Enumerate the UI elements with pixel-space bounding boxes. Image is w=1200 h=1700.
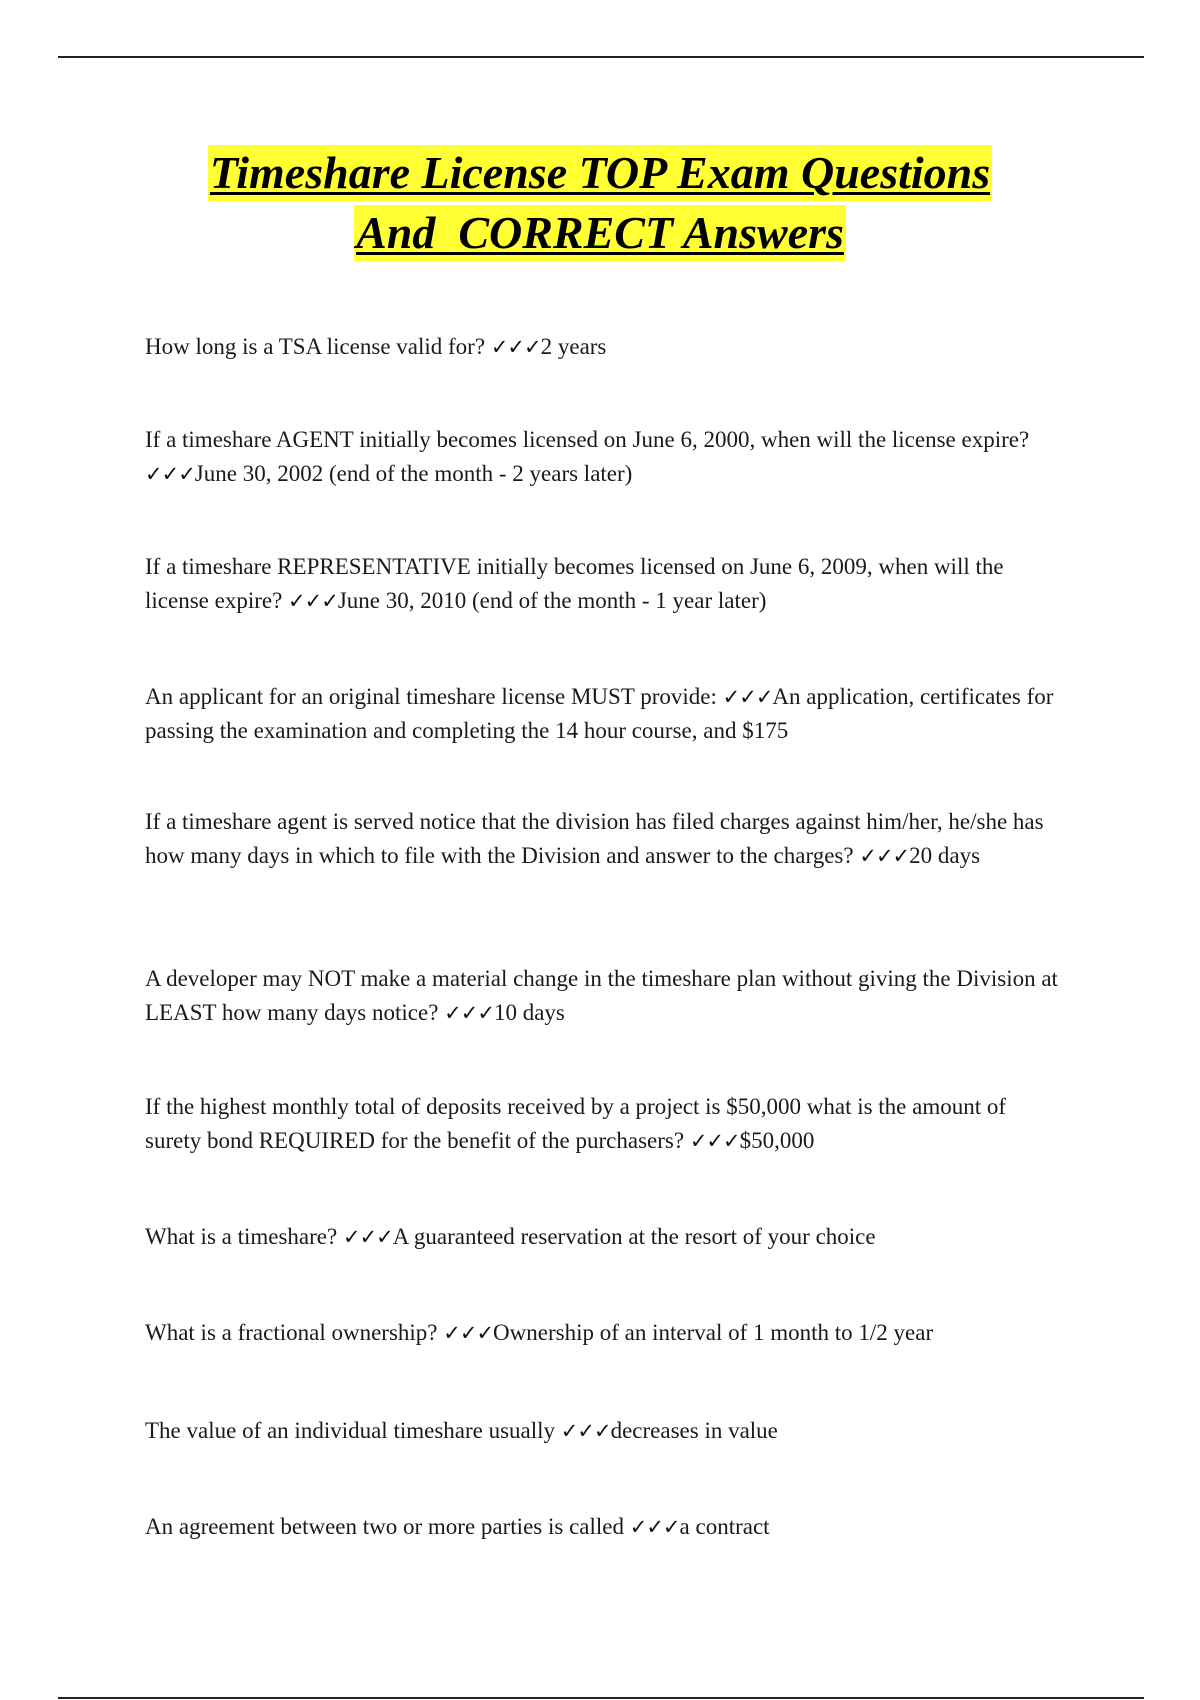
checkmark-icon: ✓✓✓ [722, 685, 773, 709]
qa-item [145, 1090, 1065, 1158]
question-text: What is a timeshare? [145, 1224, 338, 1249]
bottom-rule [58, 1697, 1144, 1699]
qa-item [145, 1510, 1065, 1544]
question-text: An agreement between two or more parties is called [145, 1514, 624, 1539]
question-text: An applicant for an original timeshare license MUST provide: [145, 684, 717, 709]
answer-text: 2 years [540, 334, 607, 359]
qa-item [145, 330, 1065, 364]
checkmark-icon: ✓✓✓ [444, 1001, 494, 1025]
question-text: If a timeshare AGENT initially becomes licensed on June 6, 2000, when will the license expire? [145, 427, 1030, 452]
answer-text: $50,000 [739, 1128, 815, 1153]
checkmark-icon: ✓✓✓ [859, 844, 910, 868]
checkmark-icon: ✓✓✓ [288, 589, 338, 613]
title-line-1: Timeshare License TOP Exam Questions [208, 145, 992, 201]
qa-item [145, 550, 1065, 618]
answer-text: a contract [679, 1514, 770, 1539]
answer-text: decreases in value [610, 1418, 778, 1443]
title-line-2: And CORRECT Answers [354, 205, 846, 261]
checkmark-icon: ✓✓✓ [443, 1321, 494, 1345]
answer-text: 20 days [909, 843, 981, 868]
question-text: If a timeshare agent is served notice that the division has filed charges against him/her, he/she has how many days in which to file with the Division and answer to the charges? [145, 809, 1044, 868]
qa-item [145, 805, 1065, 873]
checkmark-icon: ✓✓✓ [689, 1129, 740, 1153]
qa-item [145, 680, 1065, 748]
question-text: If the highest monthly total of deposits received by a project is $50,000 what is the amount of surety bond REQUIRED for the benefit of the purchasers? [145, 1094, 1007, 1153]
answer-text: 10 days [493, 1000, 565, 1025]
answer-text: Ownership of an interval of 1 month to 1/2 year [493, 1320, 934, 1345]
top-rule [58, 56, 1144, 58]
question-text: If a timeshare REPRESENTATIVE initially becomes licensed on June 6, 2009, when will the license expire? [145, 554, 1004, 613]
qa-item [145, 423, 1065, 491]
answer-text: An application, certificates for passing the examination and completing the 14 hour course, and $175 [145, 684, 1054, 743]
document-title [0, 145, 1200, 265]
checkmark-icon: ✓✓✓ [342, 1225, 393, 1249]
question-text: A developer may NOT make a material change in the timeshare plan without giving the Division at LEAST how many days notice? [145, 966, 1058, 1025]
checkmark-icon: ✓✓✓ [629, 1515, 680, 1539]
checkmark-icon: ✓✓✓ [560, 1419, 611, 1443]
qa-item [145, 1220, 1065, 1254]
checkmark-icon: ✓✓✓ [145, 462, 195, 486]
answer-text: A guaranteed reservation at the resort of your choice [392, 1224, 876, 1249]
answer-text: June 30, 2010 (end of the month - 1 year later) [337, 588, 767, 613]
question-text: How long is a TSA license valid for? [145, 334, 486, 359]
checkmark-icon: ✓✓✓ [490, 335, 541, 359]
qa-item [145, 962, 1065, 1030]
question-text: What is a fractional ownership? [145, 1320, 438, 1345]
qa-item [145, 1414, 1065, 1448]
question-text: The value of an individual timeshare usually [145, 1418, 556, 1443]
answer-text: June 30, 2002 (end of the month - 2 years later) [194, 461, 633, 486]
qa-item [145, 1316, 1065, 1350]
